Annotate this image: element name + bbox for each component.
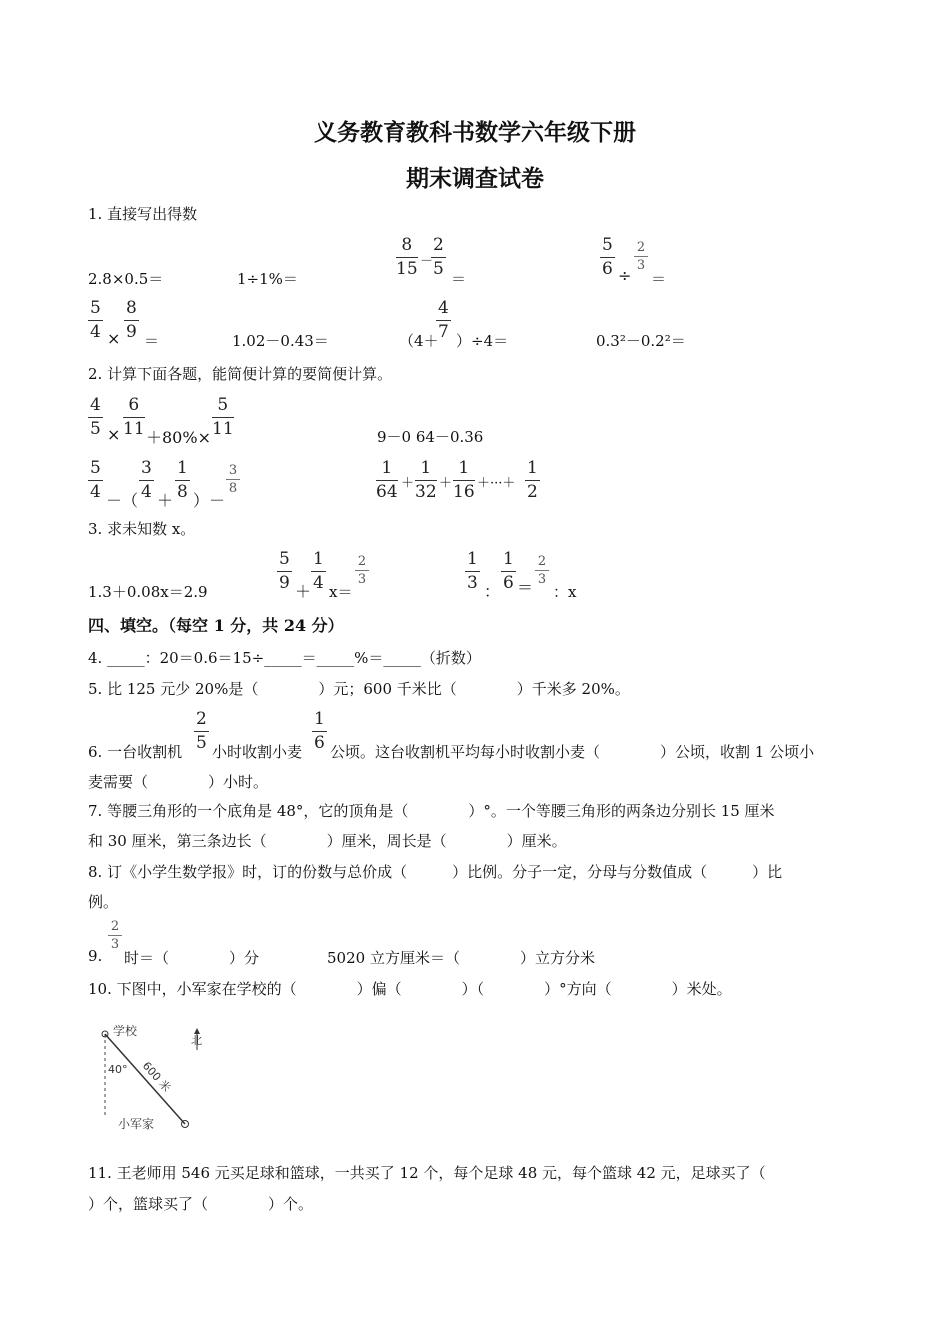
q2-frac-1-8: 1 8 <box>177 458 188 502</box>
direction-diagram <box>90 1018 210 1138</box>
q1-item-7a: （4＋ <box>399 332 439 350</box>
q1-frac-2-5: 2 5 <box>433 235 444 279</box>
q2-op-plus-percent: ＋80%× <box>146 428 211 447</box>
q6-frac-1-6: 1 6 <box>314 709 325 753</box>
q2-frac-3-8: 3 8 <box>226 464 240 495</box>
q3-op-x-equals: x＝ <box>329 583 353 601</box>
q9-frac-2-3: 2 3 <box>108 920 122 951</box>
distance-label: 600 米 <box>139 1059 174 1095</box>
q3-frac-1-6: 1 6 <box>503 549 514 593</box>
q1-frac-8-9: 8 9 <box>126 298 137 342</box>
q6-part-d: 麦需要（ ）小时。 <box>88 773 269 791</box>
q1-label: 1. 直接写出得数 <box>88 205 198 223</box>
q1-item-5: ＝ <box>144 332 160 350</box>
q9-part-b: 时＝（ ）分 <box>124 949 260 967</box>
q2-frac-4-5: 4 5 <box>90 395 101 439</box>
q2-frac-5-11: 5 11 <box>212 395 234 439</box>
q3-frac-2-3: 2 3 <box>355 555 369 586</box>
q1-item-2: 1÷1%＝ <box>237 270 298 288</box>
q2-op-plus: ＋ <box>157 491 174 510</box>
q2-op-times: × <box>107 425 121 444</box>
q1-item-3: ＝ <box>451 270 467 288</box>
q1-item-1: 2.8×0.5＝ <box>88 270 164 288</box>
q1-item-4: ＝ <box>651 270 667 288</box>
q1-op-minus: － <box>420 254 434 269</box>
q2-frac-5-4: 5 4 <box>90 458 101 502</box>
angle-label: 40° <box>108 1063 128 1076</box>
home-label: 小军家 <box>118 1117 155 1131</box>
school-label: 学校 <box>113 1024 138 1038</box>
q2-label: 2. 计算下面各题，能简便计算的要简便计算。 <box>88 365 393 383</box>
q3-frac-5-9: 5 9 <box>279 549 290 593</box>
q2-op-plus-1: ＋ <box>401 476 415 491</box>
q11-line-1: 11. 王老师用 546 元买足球和篮球，一共买了 12 个，每个足球 48 元，每个篮球 42 元，足球买了（ <box>88 1164 766 1182</box>
q1-item-8: 0.3²－0.2²＝ <box>596 332 686 350</box>
page-title: 义务教育教科书数学六年级下册 <box>314 119 636 146</box>
q7-line-1: 7. 等腰三角形的一个底角是 48°，它的顶角是（ ）°。一个等腰三角形的两条边分别长 15 厘米 <box>88 802 775 820</box>
q3-op-plus: ＋ <box>295 582 312 601</box>
q1-frac-5-6: 5 6 <box>602 235 613 279</box>
q1-op-divide: ÷ <box>618 266 632 285</box>
q3-op-ratio-x: ：x <box>553 583 577 601</box>
q2-frac-1-16: 1 16 <box>453 458 475 502</box>
page-subtitle: 期末调查试卷 <box>406 165 544 192</box>
q6-part-c: 公顷。这台收割机平均每小时收割小麦（ ）公顷，收割 1 公顷小 <box>330 743 815 761</box>
q3-frac-2-3b: 2 3 <box>535 555 549 586</box>
q1-item-6: 1.02－0.43＝ <box>232 332 329 350</box>
q8-line-1: 8. 订《小学生数学报》时，订的份数与总价成（ ）比例。分子一定，分母与分数值成（ ）比 <box>88 863 783 881</box>
q9-number: 9. <box>88 947 103 965</box>
q2-frac-1-64: 1 64 <box>376 458 398 502</box>
north-label: 北 <box>191 1034 202 1047</box>
q6-part-a: 6. 一台收割机 <box>88 743 183 761</box>
q2-frac-6-11: 6 11 <box>123 395 145 439</box>
q1-frac-2-3: 2 3 <box>634 241 648 272</box>
q1-frac-4-7: 4 7 <box>438 298 449 342</box>
q8-line-2: 例。 <box>88 893 119 911</box>
q7-line-2: 和 30 厘米，第三条边长（ ）厘米，周长是（ ）厘米。 <box>88 832 567 850</box>
q3-label: 3. 求未知数 x。 <box>88 520 196 538</box>
route-line <box>105 1034 185 1124</box>
q1-item-7b: ）÷4＝ <box>456 332 509 350</box>
q3-op-equals: ＝ <box>517 578 534 597</box>
q3-frac-1-4: 1 4 <box>313 549 324 593</box>
q5: 5. 比 125 元少 20%是（ ）元；600 千米比（ ）千米多 20%。 <box>88 680 630 698</box>
q3-frac-1-3: 1 3 <box>467 549 478 593</box>
q6-part-b: 小时收割小麦 <box>212 743 303 761</box>
q2-op-close-minus: ）－ <box>193 491 226 510</box>
q2-frac-1-32: 1 32 <box>415 458 437 502</box>
q2-op-plus-ellipsis: ＋···＋ <box>477 476 516 491</box>
q11-line-2: ）个，篮球买了（ ）个。 <box>88 1195 314 1213</box>
q1-frac-8-15: 8 15 <box>396 235 418 279</box>
q6-frac-2-5: 2 5 <box>196 709 207 753</box>
q3-op-ratio: ： <box>484 582 501 601</box>
q10: 10. 下图中，小军家在学校的（ ）偏（ ）（ ）°方向（ ）米处。 <box>88 980 732 998</box>
q9-part-c: 5020 立方厘米＝（ ）立方分米 <box>327 949 595 967</box>
q1-op-times: × <box>107 329 121 348</box>
q2-expr-2: 9－0 64－0.36 <box>377 428 484 446</box>
q2-frac-3-4: 3 4 <box>141 458 152 502</box>
q4: 4. _____：20＝0.6＝15÷_____＝_____%＝_____（折数） <box>88 649 481 667</box>
q3-eq-1: 1.3＋0.08x＝2.9 <box>88 583 208 601</box>
q2-op-minus-paren: －（ <box>106 491 139 510</box>
q2-op-plus-2: ＋ <box>439 476 453 491</box>
q1-frac-5-4: 5 4 <box>90 298 101 342</box>
section-4-heading: 四、填空。（每空 1 分，共 24 分） <box>88 616 344 635</box>
q2-frac-1-2: 1 2 <box>527 458 538 502</box>
